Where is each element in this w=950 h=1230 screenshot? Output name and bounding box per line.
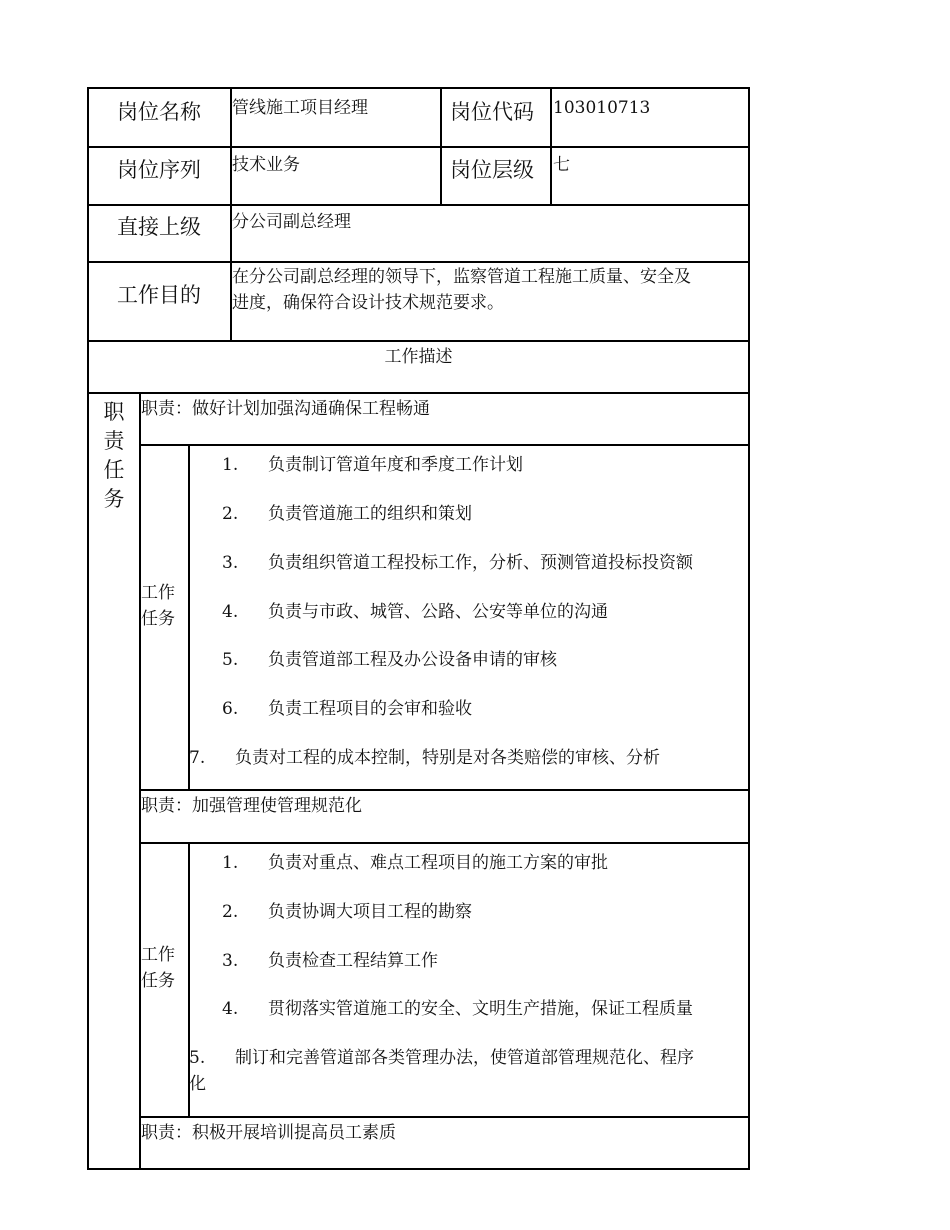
objective-value-line2: 进度，确保符合设计技术规范要求。 (232, 293, 504, 313)
task-item: 5. 制订和完善管道部各类管理办法，使管道部管理规范化、程序 (189, 1048, 694, 1068)
col-divider (550, 87, 552, 205)
task-item: 2. 负责管道施工的组织和策划 (222, 504, 472, 524)
section-label-char: 任 (103, 458, 125, 482)
row-divider (87, 204, 750, 206)
table-border-left (87, 87, 89, 1170)
position-series-label: 岗位序列 (117, 158, 201, 182)
table-border-right (748, 87, 750, 1170)
duty-title: 职责：积极开展培训提高员工素质 (141, 1123, 396, 1143)
position-level-value: 七 (553, 155, 570, 175)
row-divider (87, 392, 750, 394)
section-label-char: 责 (103, 429, 125, 453)
row-divider (87, 146, 750, 148)
row-divider (139, 444, 750, 446)
position-name-label: 岗位名称 (117, 100, 201, 124)
task-item: 1. 负责制订管道年度和季度工作计划 (222, 455, 523, 475)
task-item: 7. 负责对工程的成本控制，特别是对各类赔偿的审核、分析 (189, 748, 660, 768)
objective-label: 工作目的 (117, 283, 201, 307)
position-level-label: 岗位层级 (450, 158, 534, 182)
task-item: 5. 负责管道部工程及办公设备申请的审核 (222, 650, 557, 670)
row-divider (87, 261, 750, 263)
task-item: 3. 负责组织管道工程投标工作，分析、预测管道投标投资额 (222, 553, 693, 573)
task-item-continuation: 化 (189, 1074, 206, 1094)
row-divider (139, 789, 750, 791)
supervisor-value: 分公司副总经理 (232, 212, 351, 232)
duty-title: 职责：做好计划加强沟通确保工程畅通 (141, 399, 430, 419)
objective-value-line1: 在分公司副总经理的领导下，监察管道工程施工质量、安全及 (232, 267, 691, 287)
task-item: 1. 负责对重点、难点工程项目的施工方案的审批 (222, 853, 608, 873)
task-label-divider (188, 444, 190, 790)
position-name-value: 管线施工项目经理 (232, 98, 368, 118)
row-divider (87, 340, 750, 342)
table-border-top (87, 87, 750, 89)
position-series-value: 技术业务 (232, 155, 300, 175)
description-title: 工作描述 (384, 347, 453, 367)
task-label: 工作 任务 (141, 945, 175, 991)
row-divider (139, 842, 750, 844)
section-label-divider (139, 392, 141, 1170)
task-label: 工作 任务 (141, 583, 175, 629)
section-label (102, 398, 126, 514)
task-item: 4. 贯彻落实管道施工的安全、文明生产措施，保证工程质量 (222, 999, 693, 1019)
task-item: 3. 负责检查工程结算工作 (222, 951, 438, 971)
task-item: 6. 负责工程项目的会审和验收 (222, 699, 472, 719)
duty-title: 职责：加强管理使管理规范化 (141, 796, 362, 816)
col-divider (440, 87, 442, 205)
position-code-value: 103010713 (553, 98, 651, 118)
section-label-char: 职 (103, 400, 125, 424)
row-divider (139, 1116, 750, 1118)
section-label-char: 务 (103, 487, 125, 511)
task-item: 2. 负责协调大项目工程的勘察 (222, 902, 472, 922)
position-code-label: 岗位代码 (450, 100, 534, 124)
table-border-bottom (87, 1168, 750, 1170)
supervisor-label: 直接上级 (117, 215, 201, 239)
task-item: 4. 负责与市政、城管、公路、公安等单位的沟通 (222, 602, 608, 622)
